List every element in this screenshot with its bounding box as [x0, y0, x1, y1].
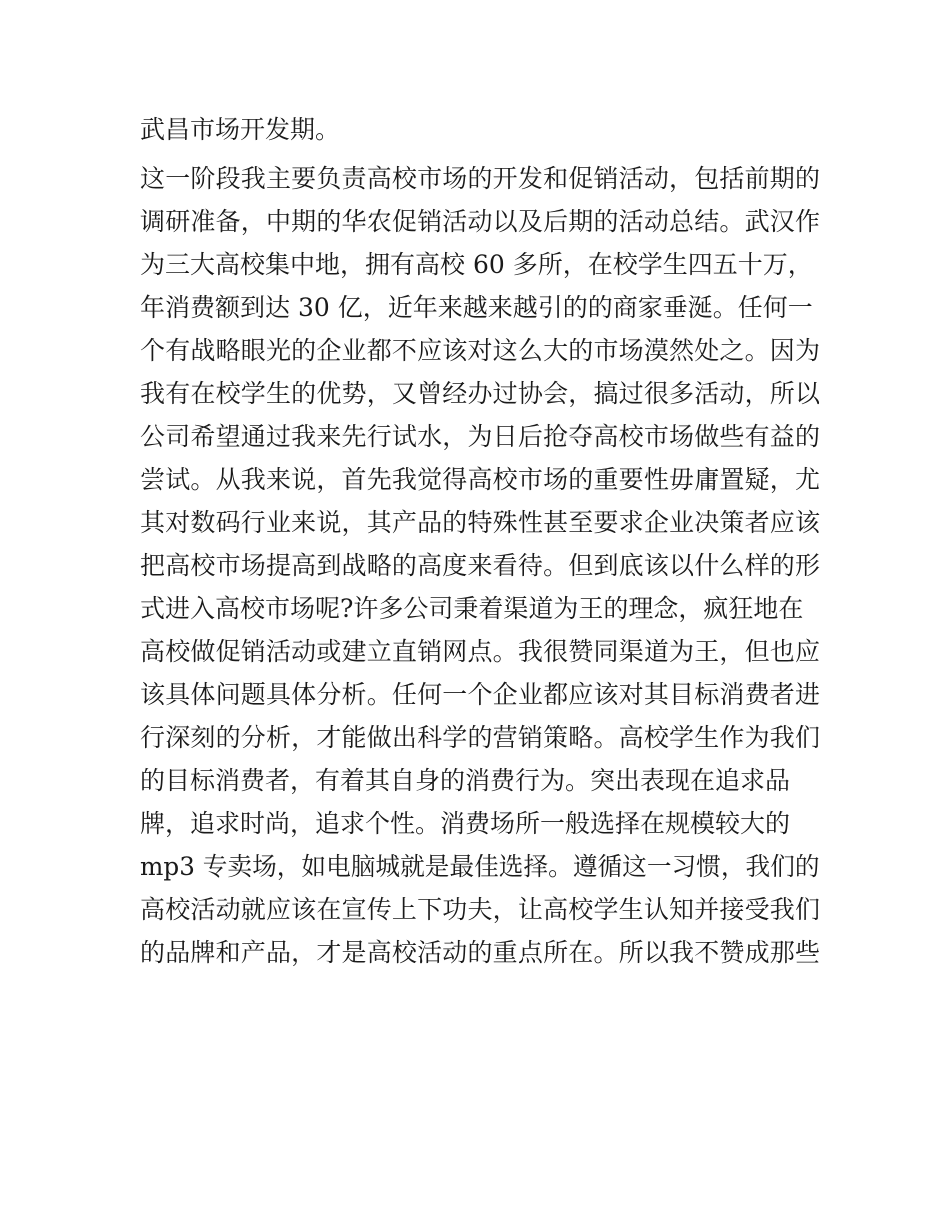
text-line: 高校做促销活动或建立直销网点。我很赞同渠道为王，但也应 [140, 637, 820, 666]
body-text [140, 108, 820, 974]
text-line: 年消费额到达 30 亿，近年来越来越引的的商家垂涎。任何一 [140, 293, 813, 322]
text-line: 尝试。从我来说，首先我觉得高校市场的重要性毋庸置疑，尤 [140, 465, 820, 494]
text-line: 公司希望通过我来先行试水，为日后抢夺高校市场做些有益的 [140, 422, 820, 451]
text-line: 高校活动就应该在宣传上下功夫，让高校学生认知并接受我们 [140, 895, 820, 924]
text-line: 牌，追求时尚，追求个性。消费场所一般选择在规模较大的 [140, 809, 791, 838]
text-line: 式进入高校市场呢?许多公司秉着渠道为王的理念，疯狂地在 [140, 594, 804, 623]
text-line: 把高校市场提高到战略的高度来看待。但到底该以什么样的形 [140, 551, 820, 580]
text-line: 个有战略眼光的企业都不应该对这么大的市场漠然处之。因为 [140, 336, 820, 365]
text-line: 行深刻的分析，才能做出科学的营销策略。高校学生作为我们 [140, 723, 820, 752]
text-line: 的目标消费者，有着其自身的消费行为。突出表现在追求品 [140, 766, 791, 795]
text-line: 我有在校学生的优势，又曾经办过协会，搞过很多活动，所以 [140, 379, 820, 408]
text-line: 这一阶段我主要负责高校市场的开发和促销活动，包括前期的 [140, 164, 820, 193]
text-line: 的品牌和产品，才是高校活动的重点所在。所以我不赞成那些 [140, 938, 820, 967]
text-line: 该具体问题具体分析。任何一个企业都应该对其目标消费者进 [140, 680, 820, 709]
text-line: 为三大高校集中地，拥有高校 60 多所，在校学生四五十万， [140, 250, 813, 279]
text-line: mp3 专卖场，如电脑城就是最佳选择。遵循这一习惯，我们的 [140, 852, 820, 881]
text-line: 武昌市场开发期。 [140, 115, 341, 144]
text-line: 其对数码行业来说，其产品的特殊性甚至要求企业决策者应该 [140, 508, 820, 537]
text-line: 调研准备，中期的华农促销活动以及后期的活动总结。武汉作 [140, 207, 820, 236]
